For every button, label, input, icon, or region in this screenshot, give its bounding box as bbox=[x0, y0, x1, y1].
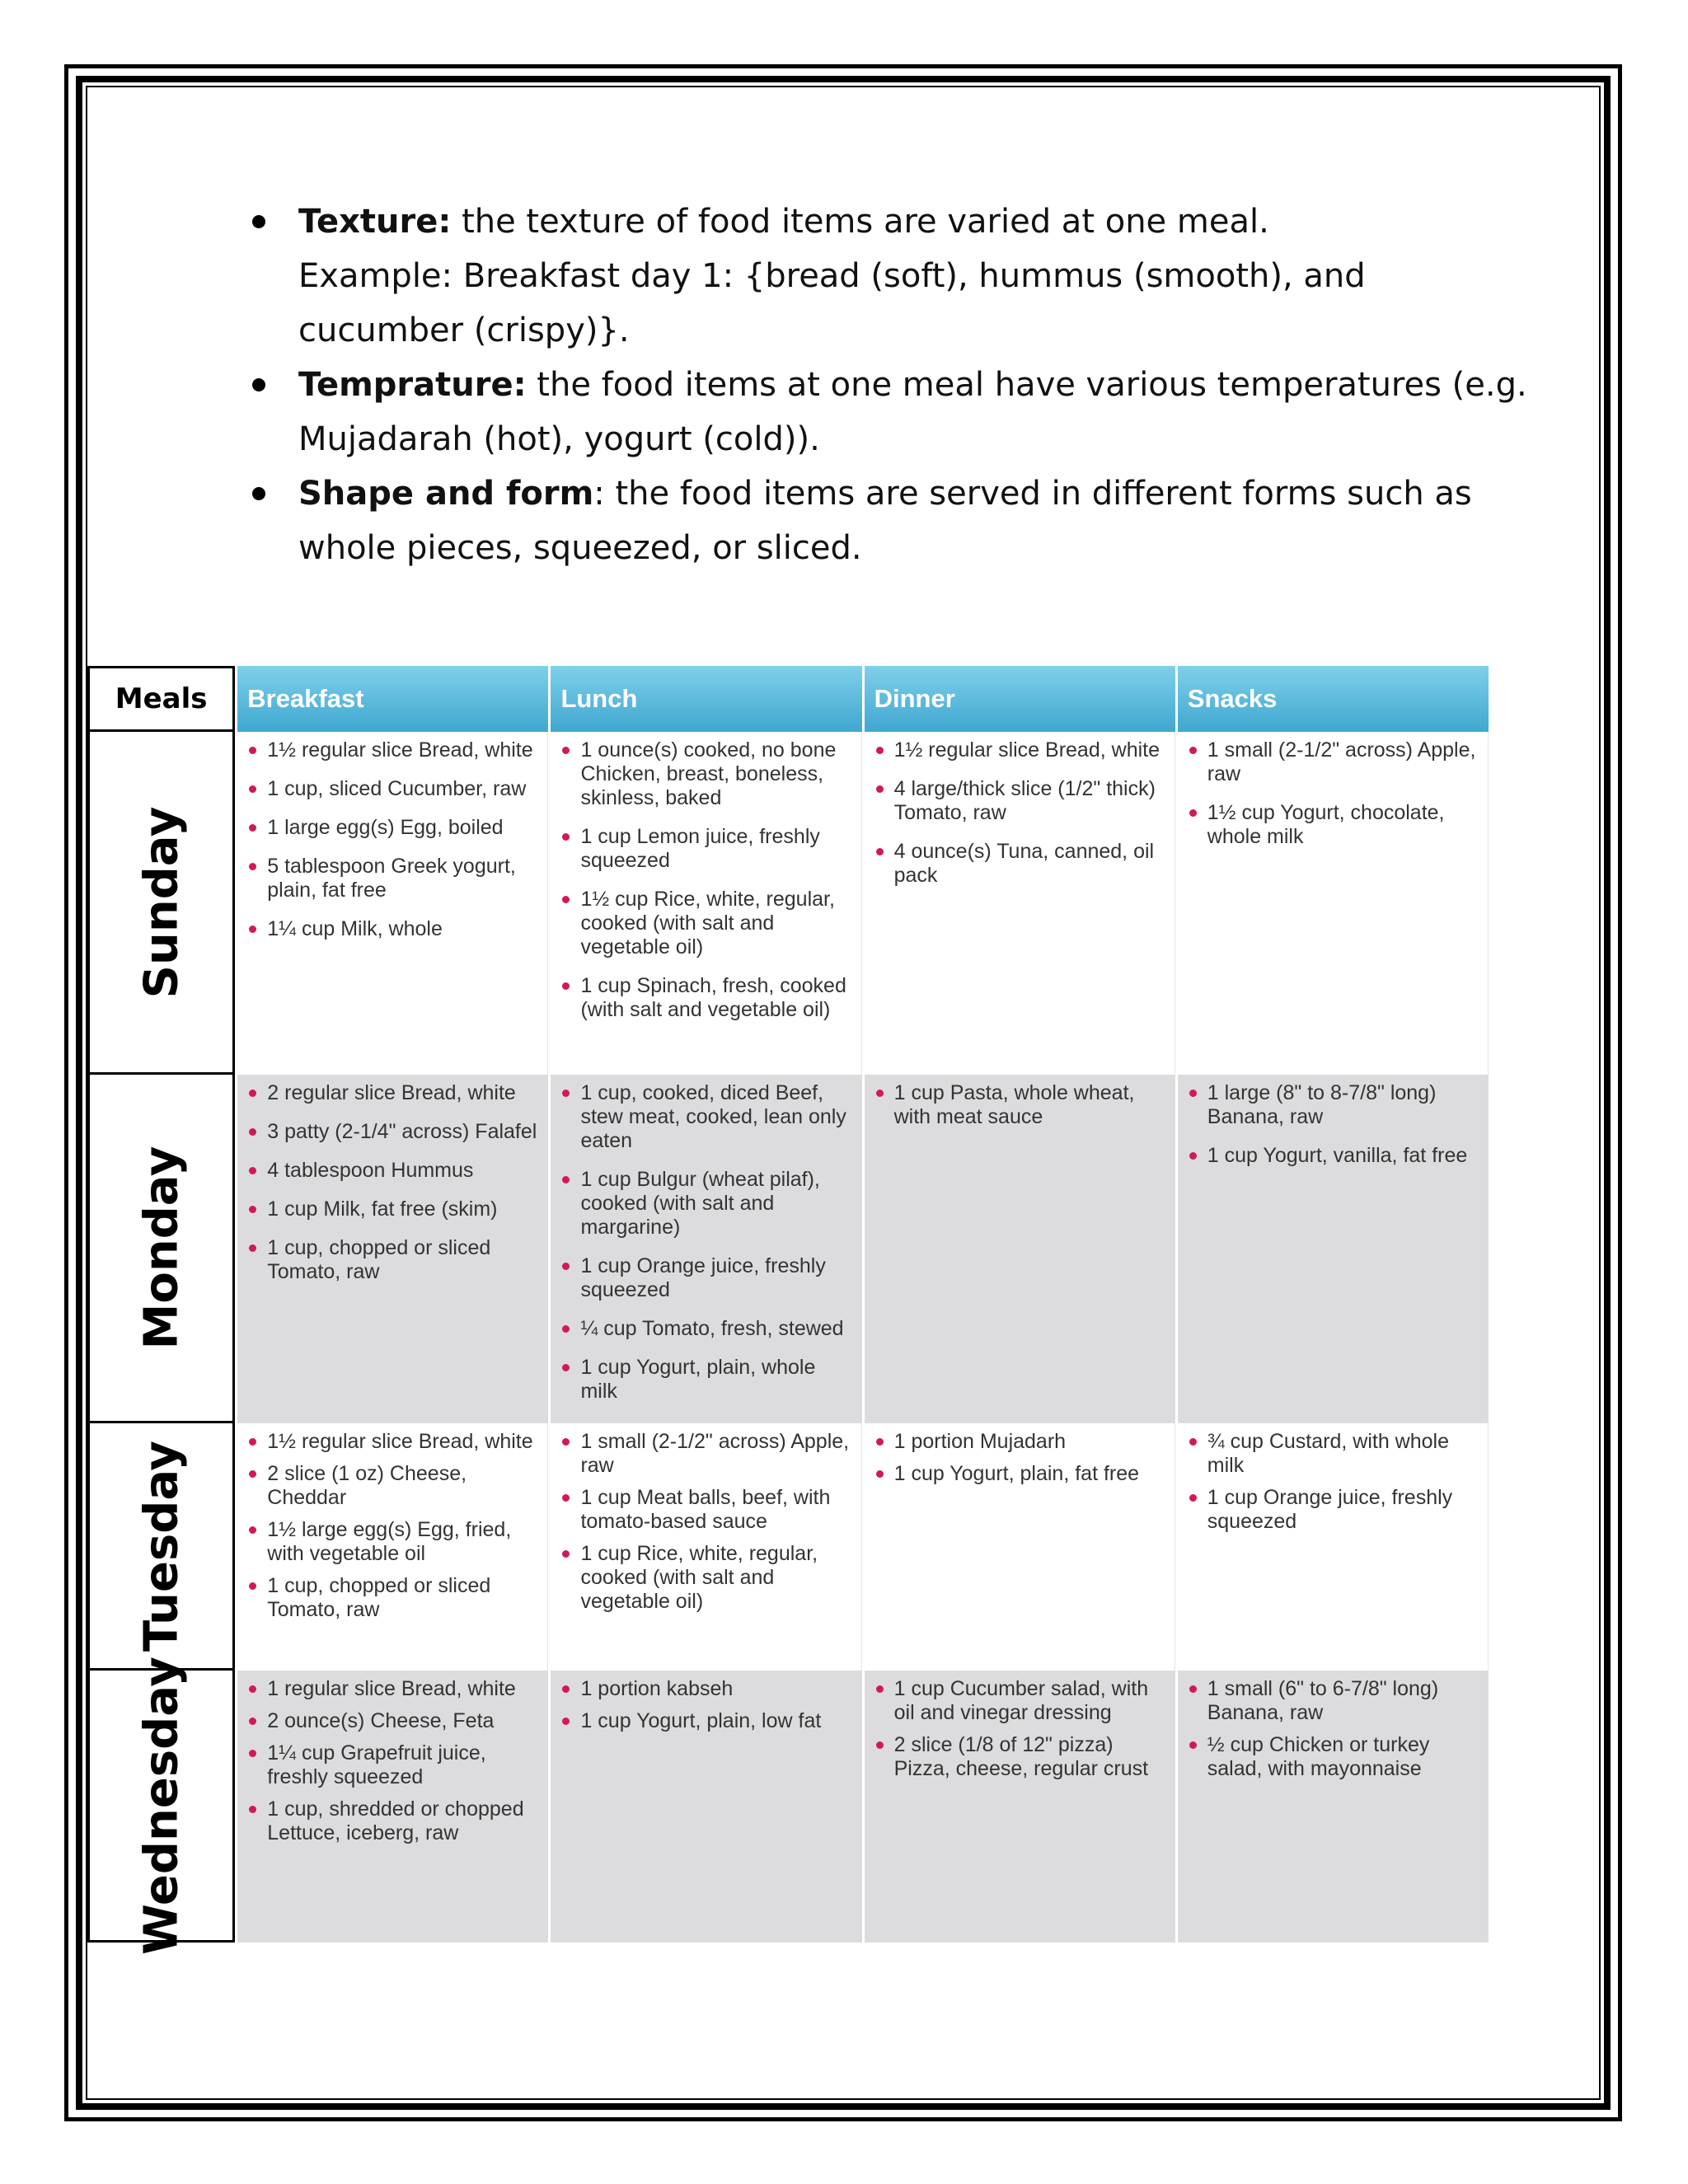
meal-plan-table bbox=[87, 666, 1489, 1955]
breakfast-cell bbox=[235, 1423, 548, 1671]
lunch-cell bbox=[548, 1671, 861, 1943]
criteria-item-shape bbox=[244, 466, 1530, 575]
food-item: 5 tablespoon Greek yogurt, plain, fat free bbox=[246, 855, 542, 902]
food-item: 1 cup Milk, fat free (skim) bbox=[246, 1197, 543, 1221]
table-row-sunday bbox=[87, 732, 1489, 1075]
day-cell bbox=[87, 1656, 235, 1955]
table-header-row bbox=[87, 666, 1489, 732]
food-item: 1 cup Orange juice, freshly squeezed bbox=[559, 1254, 856, 1302]
food-list bbox=[873, 1081, 1170, 1129]
criteria-text: : the food items are served in different forms such as whole pieces, squeezed, or sliced. bbox=[298, 475, 1472, 567]
dinner-cell bbox=[862, 1671, 1175, 1943]
food-item: 1 cup Meat balls, beef, with tomato-based sauce bbox=[559, 1486, 856, 1534]
bullet-icon bbox=[252, 487, 265, 500]
food-item: 1 cup Rice, white, regular, cooked (with salt and vegetable oil) bbox=[559, 1542, 856, 1614]
food-item: 1½ regular slice Bread, white bbox=[246, 1430, 542, 1454]
food-list bbox=[246, 738, 542, 941]
snacks-cell bbox=[1175, 732, 1489, 1075]
breakfast-cell bbox=[235, 1671, 548, 1943]
food-item: 1 cup, chopped or sliced Tomato, raw bbox=[246, 1236, 543, 1284]
day-cell bbox=[87, 1075, 235, 1423]
food-item: 1 cup Orange juice, freshly squeezed bbox=[1186, 1486, 1483, 1534]
criteria-term: Texture: bbox=[298, 203, 452, 241]
food-item: 1 cup, cooked, diced Beef, stew meat, cooked, lean only eaten bbox=[559, 1081, 856, 1153]
snacks-cell bbox=[1175, 1423, 1489, 1671]
day-cell bbox=[87, 1423, 235, 1671]
food-list bbox=[873, 1430, 1170, 1486]
column-header-snacks: Snacks bbox=[1175, 666, 1489, 732]
dinner-cell bbox=[862, 1423, 1175, 1671]
criteria-example: Example: Breakfast day 1: {bread (soft), hummus (smooth), and cucumber (crispy)}. bbox=[298, 257, 1366, 349]
table-row-monday bbox=[87, 1075, 1489, 1423]
column-header-breakfast: Breakfast bbox=[235, 666, 548, 732]
food-item: 1¼ cup Milk, whole bbox=[246, 917, 542, 941]
food-item: ½ cup Chicken or turkey salad, with mayonnaise bbox=[1186, 1733, 1484, 1781]
food-item: 2 slice (1/8 of 12" pizza) Pizza, cheese, regular crust bbox=[873, 1733, 1170, 1781]
food-item: 2 slice (1 oz) Cheese, Cheddar bbox=[246, 1462, 542, 1510]
food-item: 1½ cup Yogurt, chocolate, whole milk bbox=[1186, 801, 1483, 849]
bullet-icon bbox=[252, 378, 265, 391]
food-item: 1 small (2-1/2" across) Apple, raw bbox=[1186, 738, 1483, 786]
food-item: 1 small (2-1/2" across) Apple, raw bbox=[559, 1430, 856, 1478]
snacks-cell bbox=[1175, 1671, 1489, 1943]
criteria-text: the texture of food items are varied at one meal. bbox=[451, 203, 1269, 241]
food-list bbox=[246, 1677, 543, 1845]
dinner-cell bbox=[862, 732, 1175, 1075]
day-label: Monday bbox=[134, 1146, 189, 1350]
breakfast-cell bbox=[235, 1075, 548, 1423]
food-list bbox=[246, 1081, 543, 1284]
food-item: 1 portion kabseh bbox=[559, 1677, 856, 1701]
column-header-dinner: Dinner bbox=[862, 666, 1175, 732]
food-item: 1¼ cup Grapefruit juice, freshly squeezed bbox=[246, 1741, 543, 1789]
food-item: 4 tablespoon Hummus bbox=[246, 1159, 543, 1183]
food-item: 1 cup Bulgur (wheat pilaf), cooked (with salt and margarine) bbox=[559, 1168, 856, 1240]
food-item: 2 regular slice Bread, white bbox=[246, 1081, 543, 1105]
food-list bbox=[1186, 1430, 1483, 1534]
food-list bbox=[1186, 1677, 1484, 1781]
food-item: 1 large egg(s) Egg, boiled bbox=[246, 816, 542, 840]
day-label: Wednesday bbox=[134, 1656, 189, 1955]
criteria-list bbox=[244, 194, 1530, 575]
breakfast-cell bbox=[235, 732, 548, 1075]
lunch-cell bbox=[548, 1423, 861, 1671]
column-header-lunch: Lunch bbox=[548, 666, 861, 732]
food-list bbox=[246, 1430, 542, 1622]
food-item: ¼ cup Tomato, fresh, stewed bbox=[559, 1317, 856, 1341]
food-item: 1 cup Spinach, fresh, cooked (with salt and vegetable oil) bbox=[559, 974, 856, 1022]
criteria-text: the food items at one meal have various temperatures (e.g. Mujadarah (hot), yogurt (cold)). bbox=[298, 366, 1527, 458]
food-item: 1 large (8" to 8-7/8" long) Banana, raw bbox=[1186, 1081, 1484, 1129]
food-list bbox=[559, 738, 856, 1022]
food-item: 3 patty (2-1/4" across) Falafel bbox=[246, 1120, 543, 1144]
food-item: ¾ cup Custard, with whole milk bbox=[1186, 1430, 1483, 1478]
criteria-term: Temprature: bbox=[298, 366, 527, 404]
food-list bbox=[873, 1677, 1170, 1781]
food-item: 1½ large egg(s) Egg, fried, with vegetable oil bbox=[246, 1518, 542, 1566]
food-item: 1 cup Cucumber salad, with oil and vinegar dressing bbox=[873, 1677, 1170, 1725]
food-list bbox=[1186, 1081, 1484, 1168]
criteria-term: Shape and form bbox=[298, 475, 594, 513]
food-list bbox=[559, 1081, 856, 1404]
food-item: 1 cup, chopped or sliced Tomato, raw bbox=[246, 1574, 542, 1622]
food-item: 1½ regular slice Bread, white bbox=[873, 738, 1170, 762]
food-list bbox=[559, 1430, 856, 1614]
lunch-cell bbox=[548, 732, 861, 1075]
food-item: 4 large/thick slice (1/2" thick) Tomato, raw bbox=[873, 777, 1170, 825]
food-list bbox=[559, 1677, 856, 1733]
food-item: 1 portion Mujadarh bbox=[873, 1430, 1170, 1454]
day-label: Tuesday bbox=[134, 1440, 189, 1652]
day-label: Sunday bbox=[134, 806, 189, 998]
food-list bbox=[873, 738, 1170, 888]
food-item: 1 regular slice Bread, white bbox=[246, 1677, 543, 1701]
table-row-wednesday bbox=[87, 1671, 1489, 1943]
table-row-tuesday bbox=[87, 1423, 1489, 1671]
criteria-item-temperature bbox=[244, 358, 1530, 466]
food-item: 1½ cup Rice, white, regular, cooked (with salt and vegetable oil) bbox=[559, 888, 856, 959]
food-list bbox=[1186, 738, 1483, 849]
criteria-item-texture bbox=[244, 194, 1530, 358]
food-item: 1 cup, shredded or chopped Lettuce, iceberg, raw bbox=[246, 1797, 543, 1845]
food-item: 1 cup Yogurt, vanilla, fat free bbox=[1186, 1144, 1484, 1168]
food-item: 1 ounce(s) cooked, no bone Chicken, breast, boneless, skinless, baked bbox=[559, 738, 856, 810]
food-item: 1 cup Yogurt, plain, fat free bbox=[873, 1462, 1170, 1486]
food-item: 1 cup Pasta, whole wheat, with meat sauce bbox=[873, 1081, 1170, 1129]
food-item: 1 cup Yogurt, plain, low fat bbox=[559, 1709, 856, 1733]
meals-header: Meals bbox=[87, 666, 235, 732]
food-item: 1 cup, sliced Cucumber, raw bbox=[246, 777, 542, 801]
food-item: 2 ounce(s) Cheese, Feta bbox=[246, 1709, 543, 1733]
food-item: 1½ regular slice Bread, white bbox=[246, 738, 542, 762]
food-item: 4 ounce(s) Tuna, canned, oil pack bbox=[873, 840, 1170, 888]
lunch-cell bbox=[548, 1075, 861, 1423]
dinner-cell bbox=[862, 1075, 1175, 1423]
food-item: 1 cup Lemon juice, freshly squeezed bbox=[559, 825, 856, 873]
day-cell bbox=[87, 732, 235, 1075]
food-item: 1 small (6" to 6-7/8" long) Banana, raw bbox=[1186, 1677, 1484, 1725]
food-item: 1 cup Yogurt, plain, whole milk bbox=[559, 1356, 856, 1404]
snacks-cell bbox=[1175, 1075, 1489, 1423]
bullet-icon bbox=[252, 215, 265, 228]
